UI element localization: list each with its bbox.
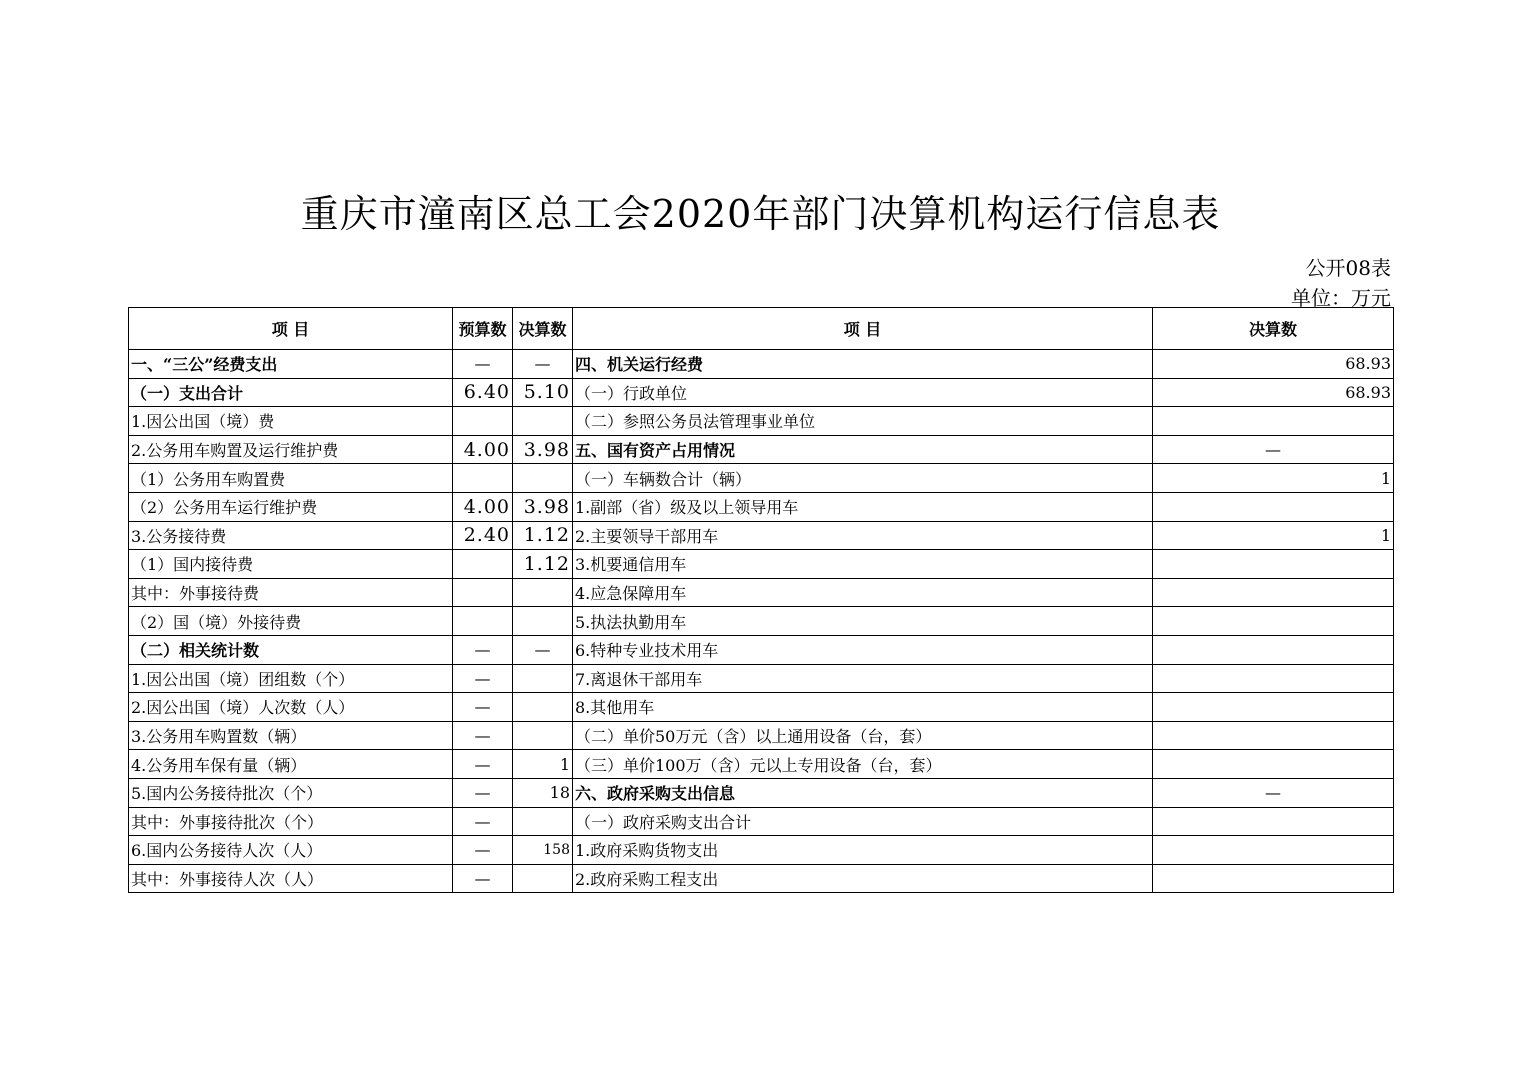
table-row: [129, 550, 1394, 579]
budget-cell: —: [453, 778, 513, 807]
budget-cell: —: [453, 721, 513, 750]
left-item-cell: （2）国（境）外接待费: [129, 607, 453, 636]
right-item-cell: 6.特种专业技术用车: [573, 635, 1153, 664]
left-item-cell: 2.公务用车购置及运行维护费: [129, 435, 453, 464]
final-left-cell: [513, 607, 573, 636]
final-left-cell: [513, 864, 573, 893]
final-left-cell: 1: [513, 750, 573, 779]
budget-cell: —: [453, 836, 513, 865]
right-item-cell: （一）政府采购支出合计: [573, 807, 1153, 836]
left-item-cell: 其中：外事接待人次（人）: [129, 864, 453, 893]
budget-cell: 4.00: [453, 492, 513, 521]
table-body: [129, 350, 1394, 893]
right-item-cell: （二）参照公务员法管理事业单位: [573, 407, 1153, 436]
final-left-cell: [513, 693, 573, 722]
table-row: [129, 464, 1394, 493]
final-left-cell: 3.98: [513, 492, 573, 521]
left-item-cell: 1.因公出国（境）费: [129, 407, 453, 436]
final-left-cell: 5.10: [513, 378, 573, 407]
right-item-cell: 5.执法执勤用车: [573, 607, 1153, 636]
final-right-cell: [1153, 607, 1394, 636]
final-left-cell: —: [513, 350, 573, 379]
right-item-cell: 六、政府采购支出信息: [573, 778, 1153, 807]
right-item-cell: （三）单价100万（含）元以上专用设备（台，套）: [573, 750, 1153, 779]
final-left-cell: 158: [513, 836, 573, 865]
left-item-cell: 3.公务接待费: [129, 521, 453, 550]
operations-info-table: [128, 307, 1394, 893]
budget-cell: —: [453, 350, 513, 379]
table-row: [129, 778, 1394, 807]
final-right-cell: 1: [1153, 464, 1394, 493]
right-item-cell: 五、国有资产占用情况: [573, 435, 1153, 464]
final-right-cell: [1153, 550, 1394, 579]
final-left-cell: 3.98: [513, 435, 573, 464]
right-item-cell: 3.机要通信用车: [573, 550, 1153, 579]
right-item-cell: 2.主要领导干部用车: [573, 521, 1153, 550]
final-right-cell: [1153, 836, 1394, 865]
left-item-cell: （二）相关统计数: [129, 635, 453, 664]
final-left-cell: [513, 464, 573, 493]
left-item-cell: 6.国内公务接待人次（人）: [129, 836, 453, 865]
table-row: [129, 521, 1394, 550]
final-left-cell: [513, 578, 573, 607]
right-item-cell: （二）单价50万元（含）以上通用设备（台，套）: [573, 721, 1153, 750]
final-right-cell: [1153, 864, 1394, 893]
right-item-cell: 4.应急保障用车: [573, 578, 1153, 607]
header-final-left: 决算数: [513, 308, 573, 350]
right-item-cell: 8.其他用车: [573, 693, 1153, 722]
header-final-right: 决算数: [1153, 308, 1394, 350]
table-row: [129, 607, 1394, 636]
budget-cell: —: [453, 693, 513, 722]
left-item-cell: （2）公务用车运行维护费: [129, 492, 453, 521]
final-right-cell: [1153, 664, 1394, 693]
right-item-cell: （一）行政单位: [573, 378, 1153, 407]
final-left-cell: [513, 407, 573, 436]
final-right-cell: [1153, 407, 1394, 436]
table-row: [129, 693, 1394, 722]
final-left-cell: [513, 807, 573, 836]
final-left-cell: [513, 721, 573, 750]
budget-cell: [453, 550, 513, 579]
right-item-cell: 2.政府采购工程支出: [573, 864, 1153, 893]
table-row: [129, 807, 1394, 836]
table-row: [129, 836, 1394, 865]
left-item-cell: 2.因公出国（境）人次数（人）: [129, 693, 453, 722]
left-item-cell: 其中：外事接待费: [129, 578, 453, 607]
final-right-cell: [1153, 721, 1394, 750]
table-row: [129, 350, 1394, 379]
table-row: [129, 492, 1394, 521]
final-right-cell: [1153, 807, 1394, 836]
table-row: [129, 578, 1394, 607]
right-item-cell: 7.离退休干部用车: [573, 664, 1153, 693]
budget-cell: —: [453, 635, 513, 664]
unit-label: 单位：万元: [1291, 286, 1391, 310]
budget-cell: [453, 407, 513, 436]
budget-cell: —: [453, 807, 513, 836]
budget-cell: 2.40: [453, 521, 513, 550]
final-left-cell: —: [513, 635, 573, 664]
page-title: 重庆市潼南区总工会2020年部门决算机构运行信息表: [300, 192, 1221, 236]
left-item-cell: 5.国内公务接待批次（个）: [129, 778, 453, 807]
table-header-row: [129, 308, 1394, 350]
final-left-cell: 18: [513, 778, 573, 807]
final-right-cell: 1: [1153, 521, 1394, 550]
table-row: [129, 664, 1394, 693]
budget-cell: —: [453, 664, 513, 693]
final-left-cell: 1.12: [513, 550, 573, 579]
budget-cell: 4.00: [453, 435, 513, 464]
table-row: [129, 721, 1394, 750]
left-item-cell: 3.公务用车购置数（辆）: [129, 721, 453, 750]
table-row: [129, 407, 1394, 436]
table-row: [129, 750, 1394, 779]
left-item-cell: （1）国内接待费: [129, 550, 453, 579]
right-item-cell: 四、机关运行经费: [573, 350, 1153, 379]
right-item-cell: （一）车辆数合计（辆）: [573, 464, 1153, 493]
final-right-cell: [1153, 578, 1394, 607]
table-row: [129, 435, 1394, 464]
header-item-left: 项 目: [129, 308, 453, 350]
budget-cell: —: [453, 864, 513, 893]
budget-cell: [453, 464, 513, 493]
budget-cell: —: [453, 750, 513, 779]
left-item-cell: （1）公务用车购置费: [129, 464, 453, 493]
header-item-right: 项 目: [573, 308, 1153, 350]
final-right-cell: —: [1153, 778, 1394, 807]
left-item-cell: （一）支出合计: [129, 378, 453, 407]
right-item-cell: 1.政府采购货物支出: [573, 836, 1153, 865]
left-item-cell: 其中：外事接待批次（个）: [129, 807, 453, 836]
budget-cell: [453, 607, 513, 636]
table-row: [129, 378, 1394, 407]
left-item-cell: 4.公务用车保有量（辆）: [129, 750, 453, 779]
right-item-cell: 1.副部（省）级及以上领导用车: [573, 492, 1153, 521]
left-item-cell: 一、“三公”经费支出: [129, 350, 453, 379]
header-budget: 预算数: [453, 308, 513, 350]
final-right-cell: —: [1153, 435, 1394, 464]
final-left-cell: 1.12: [513, 521, 573, 550]
budget-cell: 6.40: [453, 378, 513, 407]
final-right-cell: 68.93: [1153, 350, 1394, 379]
final-right-cell: [1153, 492, 1394, 521]
final-right-cell: 68.93: [1153, 378, 1394, 407]
form-number: 公开08表: [1305, 256, 1391, 280]
final-right-cell: [1153, 750, 1394, 779]
table-row: [129, 864, 1394, 893]
left-item-cell: 1.因公出国（境）团组数（个）: [129, 664, 453, 693]
final-right-cell: [1153, 693, 1394, 722]
final-left-cell: [513, 664, 573, 693]
table-row: [129, 635, 1394, 664]
budget-cell: [453, 578, 513, 607]
final-right-cell: [1153, 635, 1394, 664]
